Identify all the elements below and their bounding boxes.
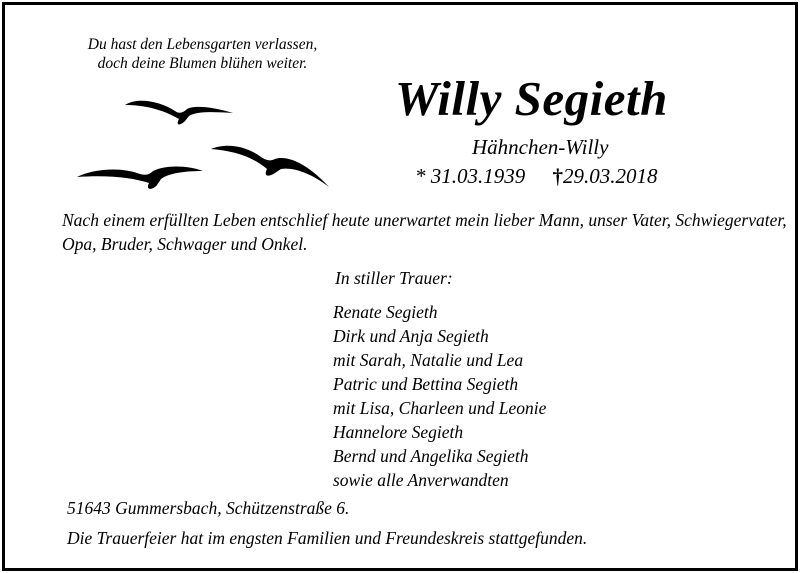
motto-line-1: Du hast den Lebensgarten verlassen, — [87, 36, 318, 53]
motto — [5, 35, 400, 73]
deceased-nickname: Hähnchen-Willy — [472, 135, 609, 159]
bird-icon — [77, 167, 203, 189]
deceased-name: Willy Segieth — [395, 71, 668, 126]
intro-text: Nach einem erfüllten Leben entschlief heute unerwartet mein lieber Mann, unser Vater, Schwiegervater, Opa, Bruder, Schwager und Onkel. — [62, 210, 787, 254]
list-item: Renate Segieth — [333, 302, 438, 322]
bird-icon — [125, 101, 233, 125]
address: 51643 Gummersbach, Schützenstraße 6. — [67, 498, 350, 518]
mourners-list — [333, 300, 546, 492]
birth-date: * 31.03.1939 — [415, 164, 526, 188]
death-date-group — [553, 163, 658, 189]
life-dates — [415, 163, 658, 189]
list-item: sowie alle Anverwandten — [333, 470, 509, 490]
list-item: mit Sarah, Natalie und Lea — [333, 350, 524, 370]
list-item: Patric und Bettina Segieth — [333, 374, 519, 394]
list-item: Dirk und Anja Segieth — [333, 326, 489, 346]
list-item: Bernd und Angelika Segieth — [333, 446, 529, 466]
list-item: Hannelore Segieth — [333, 422, 464, 442]
list-item: mit Lisa, Charleen und Leonie — [333, 398, 547, 418]
mourning-label: In stiller Trauer: — [335, 268, 453, 288]
cross-icon: † — [552, 164, 563, 188]
funeral-note: Die Trauerfeier hat im engsten Familien und Freundeskreis stattgefunden. — [67, 528, 588, 548]
bird-icon — [211, 146, 329, 187]
birds-illustration — [75, 97, 335, 192]
motto-line-2: doch deine Blumen blühen weiter. — [97, 55, 308, 72]
obituary-card — [2, 2, 798, 571]
death-date: 29.03.2018 — [563, 164, 658, 188]
